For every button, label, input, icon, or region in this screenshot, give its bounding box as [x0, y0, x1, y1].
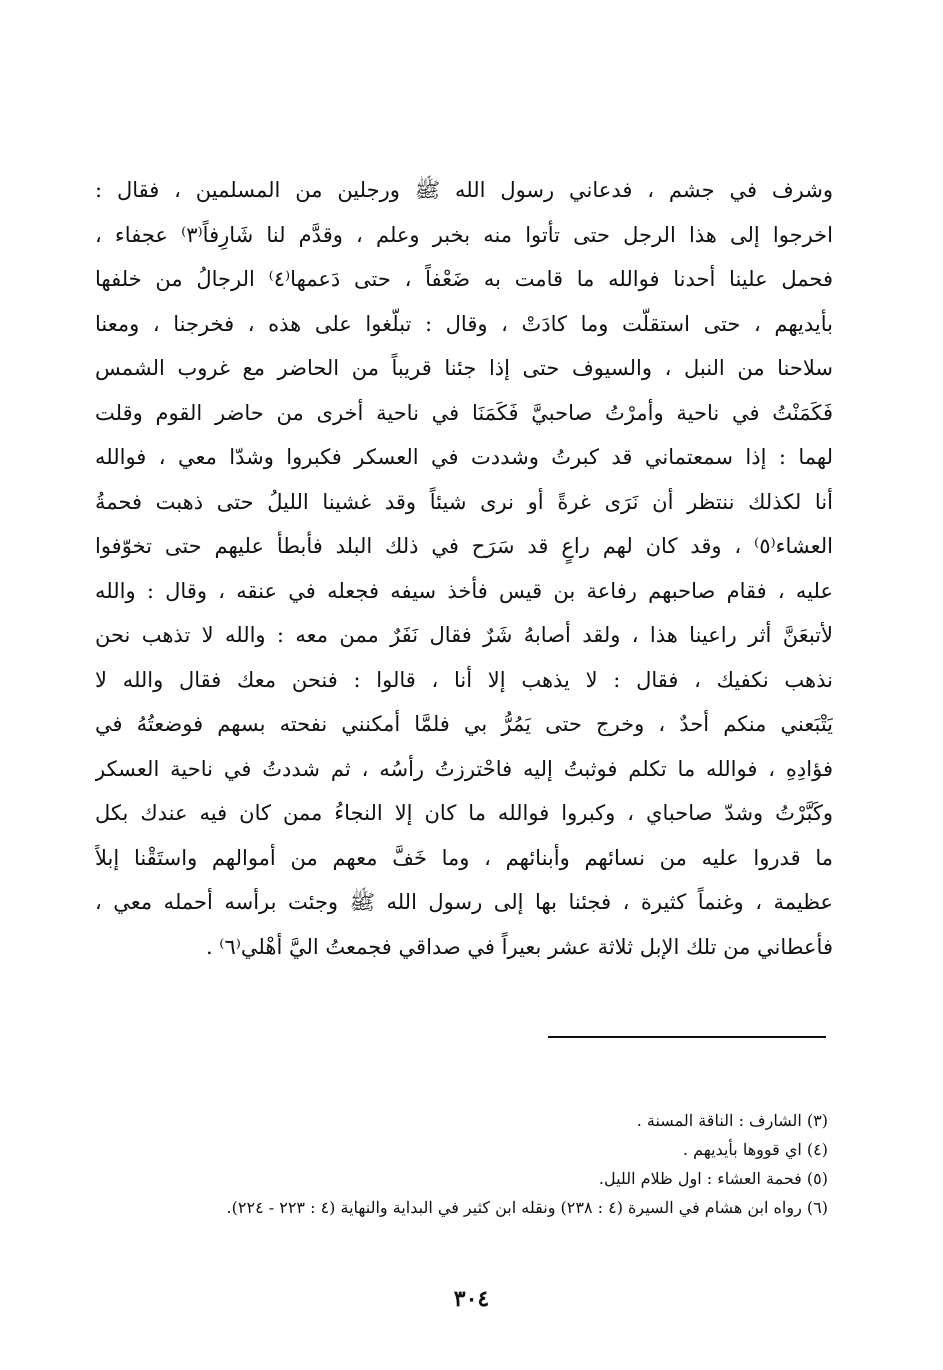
text-line: عظيمة ، وغنماً كثيرة ، فجئنا بها إلى رسول الله ﷺ وجئت برأسه أحمله معي ، — [95, 890, 833, 914]
text-line: بأيديهم ، حتى استقلّت وما كادَتْ ، وقال : تبلّغوا على هذه ، فخرجنا ، ومعنا — [95, 311, 833, 336]
text-line: أنا لكذلك ننتظر أن نَرَى غرةً أو نرى شيئاً وقد غشينا الليلُ حتى ذهبت فحمةُ — [95, 489, 833, 514]
text-line: فحمل علينا أحدنا فوالله ما قامت به ضَعْفاً ، حتى دَعمها⁽٤⁾ الرجالُ من خلفها — [95, 267, 833, 291]
text-line: وشرف في جشم ، فدعاني رسول الله ﷺ ورجلين من المسلمين ، فقال : — [95, 178, 833, 202]
text-line: اخرجوا إلى هذا الرجل حتى تأتوا منه بخبر وعلم ، وقدَّم لنا شَارِفاً⁽٣⁾ عجفاء ، — [95, 222, 833, 247]
main-text-block — [95, 168, 833, 969]
footnotes-block — [100, 1106, 828, 1222]
footnote-separator — [548, 1036, 826, 1038]
text-line: فأعطاني من تلك الإبل ثلاثة عشر بعيراً في صداقي فجمعتُ اليَّ أهْلي⁽٦⁾ . — [205, 934, 833, 959]
text-line: سلاحنا من النبل ، والسيوف حتى إذا جئنا قريباً من الحاضر مع غروب الشمس — [95, 356, 833, 380]
footnote: (٣) الشارف : الناقة المسنة . — [636, 1111, 828, 1130]
text-line: عليه ، فقام صاحبهم رفاعة بن قيس فأخذ سيفه فجعله في عنقه ، وقال : والله — [95, 578, 833, 603]
text-line: ما قدروا عليه من نسائهم وأبنائهم ، وما خَفَّ معهم من أموالهم واستَقْنا إبلاً — [95, 845, 833, 870]
text-line: العشاء⁽٥⁾ ، وقد كان لهم راعٍ قد سَرَح في ذلك البلد فأبطأ عليهم حتى تخوّفوا — [95, 534, 833, 558]
footnote: (٦) رواه ابن هشام في السيرة (٤ : ٢٣٨) ونقله ابن كثير في البداية والنهاية (٤ : ٢٢٣ - ٢٢٤). — [226, 1198, 828, 1217]
text-line: لهما : إذا سمعتماني قد كبرتُ وشددت في العسكر فكبروا وشدّا معي ، فوالله — [95, 445, 833, 469]
text-line: فَكَمَنْتُ في ناحية وأمرْتُ صاحبيَّ فَكَمَنَا في ناحية أخرى من حاضر القوم وقلت — [95, 400, 833, 425]
text-line: نذهب نكفيك ، فقال : لا يذهب إلا أنا ، قالوا : فنحن معك فقال والله لا — [95, 667, 833, 692]
footnote: (٥) فحمة العشاء : اول ظلام الليل. — [598, 1169, 828, 1188]
text-line: يَتْبَعني منكم أحدٌ ، وخرج حتى يَمُرُّ بي فلمَّا أمكنني نفحته بسهم فوضعتُهُ في — [95, 712, 833, 736]
text-line: فؤادِهِ ، فوالله ما تكلم فوثبتُ إليه فاحْترزتُ رأسُه ، ثم شددتُ في ناحية العسكر — [95, 756, 833, 781]
text-line: لأتبعَنَّ أثر راعينا هذا ، ولقد أصابهُ شَرٌ فقال نَفَرٌ ممن معه : والله لا تذهب نحن — [95, 623, 833, 647]
page-number: ٣٠٤ — [453, 1286, 490, 1312]
footnote: (٤) اي قووها بأيديهم . — [682, 1140, 828, 1159]
text-line: وكَبَّرْتُ وشدّ صاحباي ، وكبروا فوالله ما كان إلا النجاءُ ممن كان فيه عندك بكل — [95, 801, 833, 825]
